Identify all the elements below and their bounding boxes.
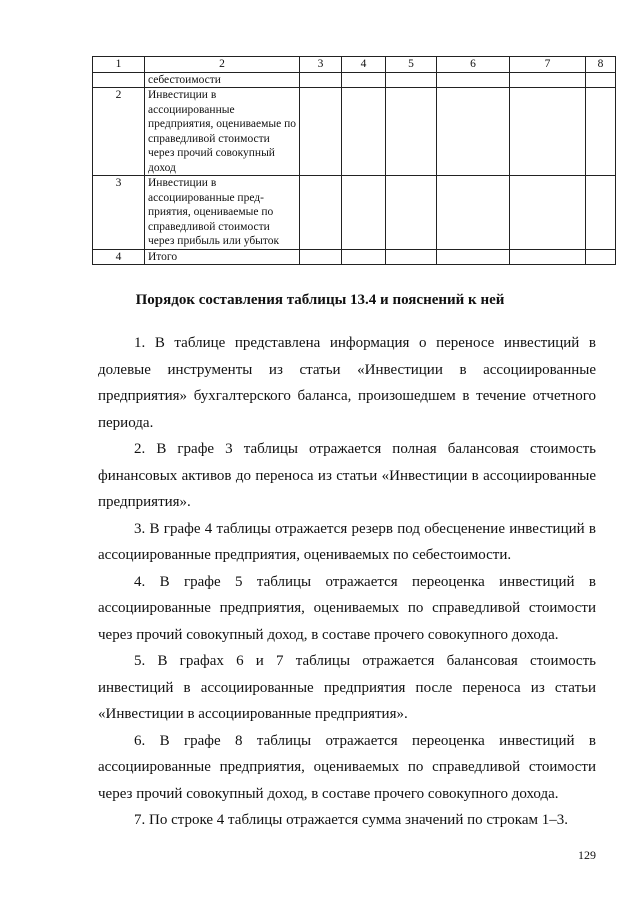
row-number: 4 (93, 249, 145, 265)
investments-table (92, 56, 616, 265)
empty-cell (586, 72, 616, 88)
empty-cell (510, 72, 586, 88)
empty-cell (342, 249, 386, 265)
paragraph: 6. В графе 8 таблицы отражается переоценка инвестиций в ассоциированные предприятия, оцениваемых по справедливой стоимости через прочий совокупный доход, в составе прочего совокупного дохода. (98, 732, 596, 802)
table-header-row (93, 57, 616, 73)
empty-cell (300, 249, 342, 265)
row-label: Итого (145, 249, 300, 265)
empty-cell (300, 88, 342, 176)
paragraph: 7. По строке 4 таблицы отражается сумма значений по строкам 1–3. (134, 812, 568, 828)
empty-cell (342, 88, 386, 176)
table-header-cell: 5 (386, 57, 437, 73)
empty-cell (386, 249, 437, 265)
empty-cell (437, 176, 510, 250)
empty-cell (510, 249, 586, 265)
table-row (93, 88, 616, 176)
empty-cell (386, 176, 437, 250)
row-label: себестоимости (145, 72, 300, 88)
empty-cell (437, 88, 510, 176)
table-header-cell: 6 (437, 57, 510, 73)
row-label: Инвестиции в ассоциированные предприятия, оцениваемые по справедливой стоимости через прочий совокупный доход (145, 88, 300, 176)
table-header-cell: 4 (342, 57, 386, 73)
table-header-cell: 3 (300, 57, 342, 73)
table-header-cell: 8 (586, 57, 616, 73)
paragraph: 5. В графах 6 и 7 таблицы отражается балансовая стоимость инвестиций в ассоциированные предприятия после переноса из статьи «Инвестиции в ассоциированные предприятия». (98, 653, 596, 722)
empty-cell (386, 72, 437, 88)
empty-cell (342, 176, 386, 250)
paragraph: 4. В графе 5 таблицы отражается переоценка инвестиций в ассоциированные предприятия, оцениваемых по справедливой стоимости через прочий совокупный доход, в составе прочего совокупного дохода. (98, 573, 596, 643)
page-number: 129 (578, 848, 596, 862)
table-row (93, 72, 616, 88)
table-header-cell: 7 (510, 57, 586, 73)
row-number: 3 (93, 176, 145, 250)
empty-cell (586, 176, 616, 250)
empty-cell (300, 176, 342, 250)
empty-cell (437, 72, 510, 88)
empty-cell (586, 249, 616, 265)
paragraph: 2. В графе 3 таблицы отражается полная балансовая стоимость финансовых активов до переноса из статьи «Инвестиции в ассоциированные предприятия». (98, 441, 596, 510)
table-row (93, 176, 616, 250)
table-header-cell: 1 (93, 57, 145, 73)
paragraph: 3. В графе 4 таблицы отражается резерв под обесценение инвестиций в ассоциированные предприятия, оцениваемых по себестоимости. (98, 520, 596, 563)
empty-cell (510, 176, 586, 250)
empty-cell (386, 88, 437, 176)
empty-cell (437, 249, 510, 265)
empty-cell (586, 88, 616, 176)
empty-cell (300, 72, 342, 88)
paragraph: 1. В таблице представлена информация о переносе инвестиций в долевые инструменты из статьи «Инвестиции в ассоциированные предприятия» бухгалтерского баланса, произошедшем в течение отчетного периода. (98, 335, 596, 431)
row-label: Инвестиции в ассоциированные пред-приятия, оцениваемые по справедливой стоимости через прибыль или убыток (145, 176, 300, 250)
table-row (93, 249, 616, 265)
row-number (93, 72, 145, 88)
section-title: Порядок составления таблицы 13.4 и пояснений к ней (135, 292, 505, 308)
empty-cell (342, 72, 386, 88)
explanation-text (98, 330, 596, 834)
empty-cell (510, 88, 586, 176)
table-header-cell: 2 (145, 57, 300, 73)
row-number: 2 (93, 88, 145, 176)
